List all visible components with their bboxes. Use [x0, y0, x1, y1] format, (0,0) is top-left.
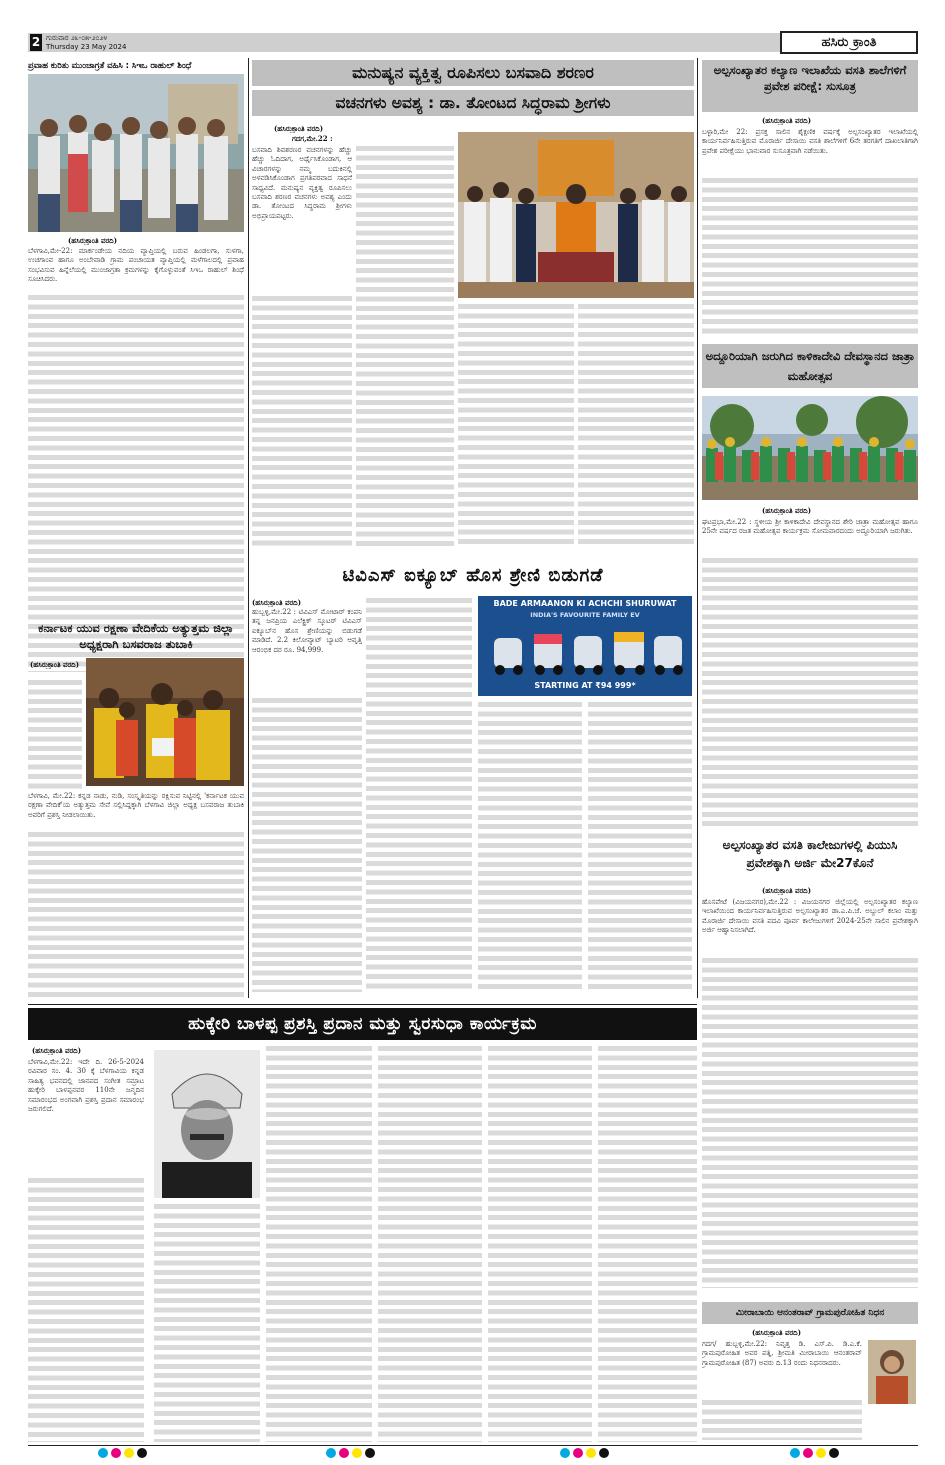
- obit-body-continuation: [702, 1400, 862, 1440]
- tvs-col2-text: [366, 598, 472, 992]
- award-col6-text: [598, 1046, 697, 1442]
- karave-byline: (ಹಸಿರುಕ್ರಾಂತಿ ವರದಿ): [30, 660, 80, 669]
- award-body-col5: [488, 1046, 592, 1442]
- puc-headline: ಅಲ್ಪಸಂಖ್ಯಾತರ ವಸತಿ ಕಾಲೇಜುಗಳಲ್ಲಿ ಪಿಯುಸಿ ಪ್ರವೇಶಕ್ಕಾಗಿ ಅರ್ಜಿ ಮೇ27ಕೊನೆ: [722, 838, 898, 870]
- basava-col1-continuation: [252, 296, 352, 548]
- ad-price: STARTING AT ₹94 999*: [534, 681, 636, 690]
- puc-byline: (ಹಸಿರುಕ್ರಾಂತಿ ವರದಿ): [762, 886, 812, 895]
- basava-byline: (ಹಸಿರುಕ್ರಾಂತಿ ವರದಿ): [274, 124, 324, 133]
- scooter-lineup-graphic: [484, 622, 686, 678]
- article-karave: [28, 620, 244, 998]
- magenta-dot: [803, 1448, 813, 1458]
- column-divider: [697, 58, 698, 998]
- award-byline: (ಹಸಿರುಕ್ರಾಂತಿ ವರದಿ): [32, 1046, 82, 1055]
- tvs-lead: ಹುಬ್ಬಳ್ಳಿ,ಮೇ.22 : ಟಿವಿಎಸ್ ಮೋಟಾರ್ ಕಂಪನಿ ತನ್ನ ಜನಪ್ರಿಯ ಎಲೆಕ್ಟ್ರಿಕ್ ಸ್ಕೂಟರ್ ಟಿವಿಎಸ್ ಐಕ್ಯೂಬ್‌ನ ಹೊಸ ಶ್ರೇಣಿಯನ್ನು ಬಿಡುಗಡೆ ಮಾಡಿದೆ. 2.2 ಕಿಲೋವ್ಯಾಟ್ ಬ್ಯಾಟರಿ ಆವೃತ್ತಿ ಆರಂಭಿಕ ದರ ರೂ. 94,999.: [252, 608, 362, 654]
- article-kali: [702, 344, 918, 832]
- karave-body-main: [28, 792, 244, 998]
- puc-body-continuation: [702, 958, 918, 1288]
- paper-name: ಹಸಿರು ಕ್ರಾಂತಿ: [780, 31, 918, 54]
- black-dot: [829, 1448, 839, 1458]
- obit-portrait: [868, 1340, 916, 1404]
- tvs-col3-text: [478, 702, 582, 992]
- registration-group: [790, 1448, 850, 1460]
- magenta-dot: [573, 1448, 583, 1458]
- hostel-body: [702, 128, 918, 338]
- tvs-body-col3: [478, 702, 582, 992]
- magenta-dot: [339, 1448, 349, 1458]
- magenta-dot: [111, 1448, 121, 1458]
- award-lead: ಬೆಳಗಾವಿ,ಮೇ.22: ಇದೇ ದಿ. 26-5-2024 ರವಿವಾರ ಸಂ. 4. 30 ಕ್ಕೆ ಬೆಳಗಾವಿಯ ಕನ್ನಡ ಸಾಹಿತ್ಯ ಭವನದಲ್ಲಿ ಜಾನಪದ ಸಂಗೀತ ಸಮ್ರಾಟ ಹುಕ್ಕೇರಿ ಬಾಳಪ್ಪನವರ 110ನೇ ಜನ್ಮದಿನ ಸಮಾರಂಭದ ಅಂಗವಾಗಿ ಪ್ರಶಸ್ತಿ ಪ್ರದಾನ ಸಮಾರಂಭ ಜರುಗಲಿದೆ.: [28, 1058, 144, 1114]
- ceo-inspection-photo: [28, 74, 244, 232]
- award-body-col1: [28, 1058, 144, 1442]
- tvs-col1-continuation: [252, 698, 362, 992]
- kali-body-continuation: [702, 558, 918, 830]
- registration-marks: [0, 1448, 945, 1462]
- cyan-dot: [790, 1448, 800, 1458]
- cyan-dot: [560, 1448, 570, 1458]
- page-number: 2: [31, 35, 41, 49]
- article-hostel: [702, 58, 918, 340]
- tvs-body-col2: [366, 598, 472, 992]
- award-col4-text: [378, 1046, 482, 1442]
- award-body-col6: [598, 1046, 697, 1442]
- hostel-body-continuation: [702, 178, 918, 338]
- photo-caption-headline: ಪ್ರವಾಹ ಕುರಿತು ಮುಂಜಾಗ್ರತೆ ವಹಿಸಿ : ಸಿಇಒ ರಾಹುಲ್ ಶಿಂಧೆ: [28, 60, 192, 70]
- registration-group: [326, 1448, 386, 1460]
- date-english: Thursday 23 May 2024: [46, 43, 127, 51]
- karave-body-narrow: [28, 680, 82, 790]
- obit-body: [702, 1340, 862, 1440]
- basava-body-col2: [356, 146, 454, 548]
- yellow-dot: [124, 1448, 134, 1458]
- masthead: [28, 31, 918, 54]
- balappa-portrait: [154, 1050, 260, 1198]
- basava-headline-1: ಮನುಷ್ಯನ ವ್ಯಕ್ತಿತ್ವ ರೂಪಿಸಲು ಬಸವಾದಿ ಶರಣರ: [252, 60, 694, 86]
- black-dot: [365, 1448, 375, 1458]
- karave-headline: ಕರ್ನಾಟಕ ಯುವ ರಕ್ಷಣಾ ವೇದಿಕೆಯ ಅತ್ಯುತ್ತಮ ಜಿಲ್ಲಾ ಅಧ್ಯಕ್ಷರಾಗಿ ಬಸವರಾಜ ತುಬಾಕಿ: [38, 621, 234, 651]
- article-obituary: [702, 1302, 918, 1442]
- basava-body-col1: [252, 146, 352, 548]
- basava-body-col4: [578, 304, 694, 548]
- article-award: [28, 1008, 697, 1444]
- section-divider: [28, 1445, 918, 1446]
- black-dot: [599, 1448, 609, 1458]
- basava-dateline: ಗದಗ,ಮೇ.22 :: [292, 134, 333, 143]
- kali-temple-photo: [702, 396, 918, 500]
- cyan-dot: [326, 1448, 336, 1458]
- karave-body: [28, 680, 82, 790]
- karave-award-photo: [86, 658, 244, 786]
- cyan-dot: [98, 1448, 108, 1458]
- registration-group: [560, 1448, 620, 1460]
- basava-headline-2: ವಚನಗಳು ಅವಶ್ಯ : ಡಾ. ತೋಂಟದ ಸಿದ್ಧರಾಮ ಶ್ರೀಗಳು: [252, 90, 694, 116]
- basava-body-col3: [458, 304, 574, 548]
- hostel-byline: (ಹಸಿರುಕ್ರಾಂತಿ ವರದಿ): [762, 116, 812, 125]
- article-basava: [252, 58, 694, 558]
- obit-headline: ಮೀರಾಬಾಯಿ ಆನಂತರಾವ್ ಗ್ರಾಮಪುರೋಹಿತ ನಿಧನ: [702, 1302, 918, 1324]
- tvs-advertisement: [478, 596, 692, 696]
- award-body-col4: [378, 1046, 482, 1442]
- ceo-lead: ಬೆಳಗಾವಿ,ಮೇ-22: ಮಾರ್ಕಂಡೇಯ ನದಿಯ ವ್ಯಾಪ್ತಿಯಲ್ಲಿ ಬರುವ ಹಿಂಡಲಗಾ, ಸುಳಗಾ, ಉಚಗಾಂವ ಹಾಗೂ ಅಂಬೇವಾಡಿ ಗ್ರಾಮ ಪಂಚಾಯತ ವ್ಯಾಪ್ತಿಯಲ್ಲಿ ಮಳೆಗಾಲದಲ್ಲಿ ಪ್ರವಾಹ ಸಂಭವಿಸುವ ಹಿನ್ನೆಲೆಯಲ್ಲಿ ಮುಂಜಾಗ್ರತಾ ಕ್ರಮಗಳನ್ನು ಕೈಗೊಳ್ಳುವಂತೆ ಸಿಇಒ ರಾಹುಲ್ ಶಿಂಧೆ ಸೂಚಿಸಿದರು.: [28, 247, 244, 284]
- column-divider: [248, 58, 249, 998]
- hostel-headline: ಅಲ್ಪಸಂಖ್ಯಾತರ ಕಲ್ಯಾಣ ಇಲಾಖೆಯ ವಸತಿ ಶಾಲೆಗಳಿಗೆ ಪ್ರವೇಶ ಪರೀಕ್ಷೆ: ಸುಸೂತ್ರ: [702, 60, 918, 112]
- award-col2-text: [154, 1204, 260, 1442]
- yellow-dot: [352, 1448, 362, 1458]
- tvs-body-col1: [252, 608, 362, 992]
- basava-col4-text: [578, 304, 694, 548]
- ceo-body-continuation: [28, 295, 244, 672]
- kali-body: [702, 518, 918, 830]
- kali-headline: ಅದ್ದೂರಿಯಾಗಿ ಜರುಗಿದ ಕಾಳಿಕಾದೇವಿ ದೇವಸ್ಥಾನದ ಜಾತ್ರಾ ಮಹೋತ್ಸವ: [702, 344, 918, 388]
- ceo-body: [28, 247, 244, 672]
- ceo-byline: (ಹಸಿರುಕ್ರಾಂತಿ ವರದಿ): [68, 236, 118, 245]
- award-headline: ಹುಕ್ಕೇರಿ ಬಾಳಪ್ಪ ಪ್ರಶಸ್ತಿ ಪ್ರದಾನ ಮತ್ತು ಸ್ವರಸುಧಾ ಕಾರ್ಯಕ್ರಮ: [28, 1008, 697, 1040]
- tvs-body-col4: [588, 702, 692, 992]
- award-col3-text: [266, 1046, 372, 1442]
- basava-lead: ಬಸವಾದಿ ಶಿವಶರಣರ ವಚನಗಳನ್ನು ಹೆಚ್ಚು ಹೆಚ್ಚು ಓದಿದಾಗ, ಅರ್ಥೈಸಿಕೊಂಡಾಗ, ಆ ವಿಚಾರಗಳನ್ನು ನಮ್ಮ ಬದುಕಿನಲ್ಲಿ ಅಳವಡಿಸಿಕೊಂಡಾಗ ಪ್ರಗತಿಪರವಾದ ಸಾಧನೆ ಸಾಧ್ಯವಿದೆ. ಮನುಷ್ಯನ ವ್ಯಕ್ತಿತ್ವ ರೂಪಿಸಲು ಬಸವಾದಿ ಶರಣರ ವಚನಗಳು ಅವಶ್ಯ ಎಂದು ಡಾ. ತೋಂಟದ ಸಿದ್ಧರಾಮ ಶ್ರೀಗಳು ಅಭಿಪ್ರಾಯಪಟ್ಟರು.: [252, 146, 352, 220]
- award-body-col2: [154, 1204, 260, 1442]
- article-tvs: [252, 562, 694, 998]
- basava-col2-text: [356, 146, 454, 548]
- article-puc: [702, 836, 918, 1290]
- black-dot: [137, 1448, 147, 1458]
- yellow-dot: [816, 1448, 826, 1458]
- basava-event-photo: [458, 132, 694, 298]
- karave-body-continuation: [28, 832, 244, 998]
- puc-lead: ಹೊಸಪೇಟೆ (ವಿಜಯನಗರ),ಮೇ.22 : ವಿಜಯನಗರ ಜಿಲ್ಲೆಯಲ್ಲಿ ಅಲ್ಪಸಂಖ್ಯಾತರ ಕಲ್ಯಾಣ ಇಲಾಖೆಯಿಂದ ಕಾರ್ಯನಿರ್ವಹಿಸುತ್ತಿರುವ ಅಲ್ಪಸಂಖ್ಯಾತರ ಡಾ.ಎ.ಪಿ.ಜೆ. ಅಬ್ದುಲ್ ಕಲಾಂ ಮತ್ತು ಮೊರಾರ್ಜಿ ದೇಸಾಯಿ ವಸತಿ ಪದವಿ ಪೂರ್ವ ಕಾಲೇಜುಗಳಿಗೆ 2024-25ನೇ ಸಾಲಿನ ಪ್ರವೇಶಕ್ಕಾಗಿ ಅರ್ಜಿ ಆಹ್ವಾನಿಸಲಾಗಿದೆ.: [702, 898, 918, 935]
- date-kannada: ಗುರುವಾರ ೨೩-೦೫-೨೦೨೪: [46, 34, 108, 42]
- puc-body: [702, 898, 918, 1288]
- article-ceo: [28, 60, 244, 600]
- section-divider: [28, 1004, 697, 1005]
- registration-group: [98, 1448, 158, 1460]
- obit-lead: ಗದಗ/ ಹುಬ್ಬಳ್ಳಿ,ಮೇ.22: ನಿವೃತ್ತ ಡಿ. ಎಸ್.ಪಿ. ಡಿ.ಎ.ಕೆ. ಗ್ರಾಮಪುರೋಹಿತ ಅವರ ಪತ್ನಿ, ಶ್ರೀಮತಿ ಮೀರಾಬಾಯಿ ಆನಂತರಾವ್ ಗ್ರಾಮಪುರೋಹಿತ (87) ಅವರು ದಿ.13 ರಂದು ನಿಧನರಾದರು.: [702, 1340, 862, 1367]
- yellow-dot: [586, 1448, 596, 1458]
- tvs-col4-text: [588, 702, 692, 992]
- tvs-headline: ಟಿವಿಎಸ್ ಐಕ್ಯೂಬ್ ಹೊಸ ಶ್ರೇಣಿ ಬಿಡುಗಡೆ: [342, 565, 604, 586]
- kali-lead: ಘಟಪ್ರಭಾ,ಮೇ.22 : ಸ್ಥಳೀಯ ಶ್ರೀ ಕಾಳಿಕಾದೇವಿ ದೇವಸ್ಥಾನದ ಶೇರಿ ಜಾತ್ರಾ ಮಹೋತ್ಸವ ಹಾಗೂ 25ನೇ ವರ್ಷದ ರಜತ ಮಹೋತ್ಸವ ಕಾರ್ಯಕ್ರಮ ಸೋಮವಾರದಂದು ಅದ್ದೂರಿಯಾಗಿ ಜರುಗಿತು.: [702, 518, 918, 536]
- award-col5-text: [488, 1046, 592, 1442]
- award-col1-continuation: [28, 1178, 144, 1442]
- award-body-col3: [266, 1046, 372, 1442]
- basava-col3-text: [458, 304, 574, 548]
- ad-title: BADE ARMAANON KI ACHCHI SHURUWAT: [493, 599, 677, 608]
- kali-byline: (ಹಸಿರುಕ್ರಾಂತಿ ವರದಿ): [762, 506, 812, 515]
- tvs-byline: (ಹಸಿರುಕ್ರಾಂತಿ ವರದಿ): [252, 598, 302, 607]
- ad-subtitle: INDIA'S FAVOURITE FAMILY EV: [530, 611, 640, 619]
- obit-byline: (ಹಸಿರುಕ್ರಾಂತಿ ವರದಿ): [752, 1328, 802, 1337]
- hostel-lead: ಬಳ್ಳಾರಿ,ಮೇ 22: ಪ್ರಸಕ್ತ ಸಾಲಿನ ಶೈಕ್ಷಣಿಕ ವರ್ಷಕ್ಕೆ ಅಲ್ಪಸಂಖ್ಯಾತರ ಇಲಾಖೆಯಲ್ಲಿ ಕಾರ್ಯನಿರ್ವಹಿಸುತ್ತಿರುವ ಮೊರಾರ್ಜಿ ದೇಸಾಯಿ ವಸತಿ ಶಾಲೆಗಳಿಗೆ 6ನೇ ತರಗತಿಗೆ ದಾಖಲಾತಿಗಾಗಿ ಪ್ರವೇಶ ಪರೀಕ್ಷೆಯು ಭಾನುವಾರ ಸುಸೂತ್ರವಾಗಿ ನಡೆಯಿತು.: [702, 128, 918, 155]
- karave-lead: ಬೆಳಗಾವಿ, ಮೇ.22: ಕನ್ನಡ ನಾಡು, ನುಡಿ, ಸಂಸ್ಕೃತಿಯನ್ನು ರಕ್ಷಿಸುವ ನಿಟ್ಟಿನಲ್ಲಿ 'ಕರ್ನಾಟಕ ಯುವ ರಕ್ಷಣಾ ವೇದಿಕೆ'ಯ ಅತ್ಯುತ್ತಮ ಸೇವೆ ಸಲ್ಲಿಸಿದ್ದಕ್ಕಾಗಿ ಬೆಳಗಾವಿ ಜಿಲ್ಲಾ ಅಧ್ಯಕ್ಷ ಬಸವರಾಜ ತುಬಾಕಿ ಅವರಿಗೆ ಪ್ರಶಸ್ತಿ ನೀಡಲಾಯಿತು.: [28, 792, 244, 819]
